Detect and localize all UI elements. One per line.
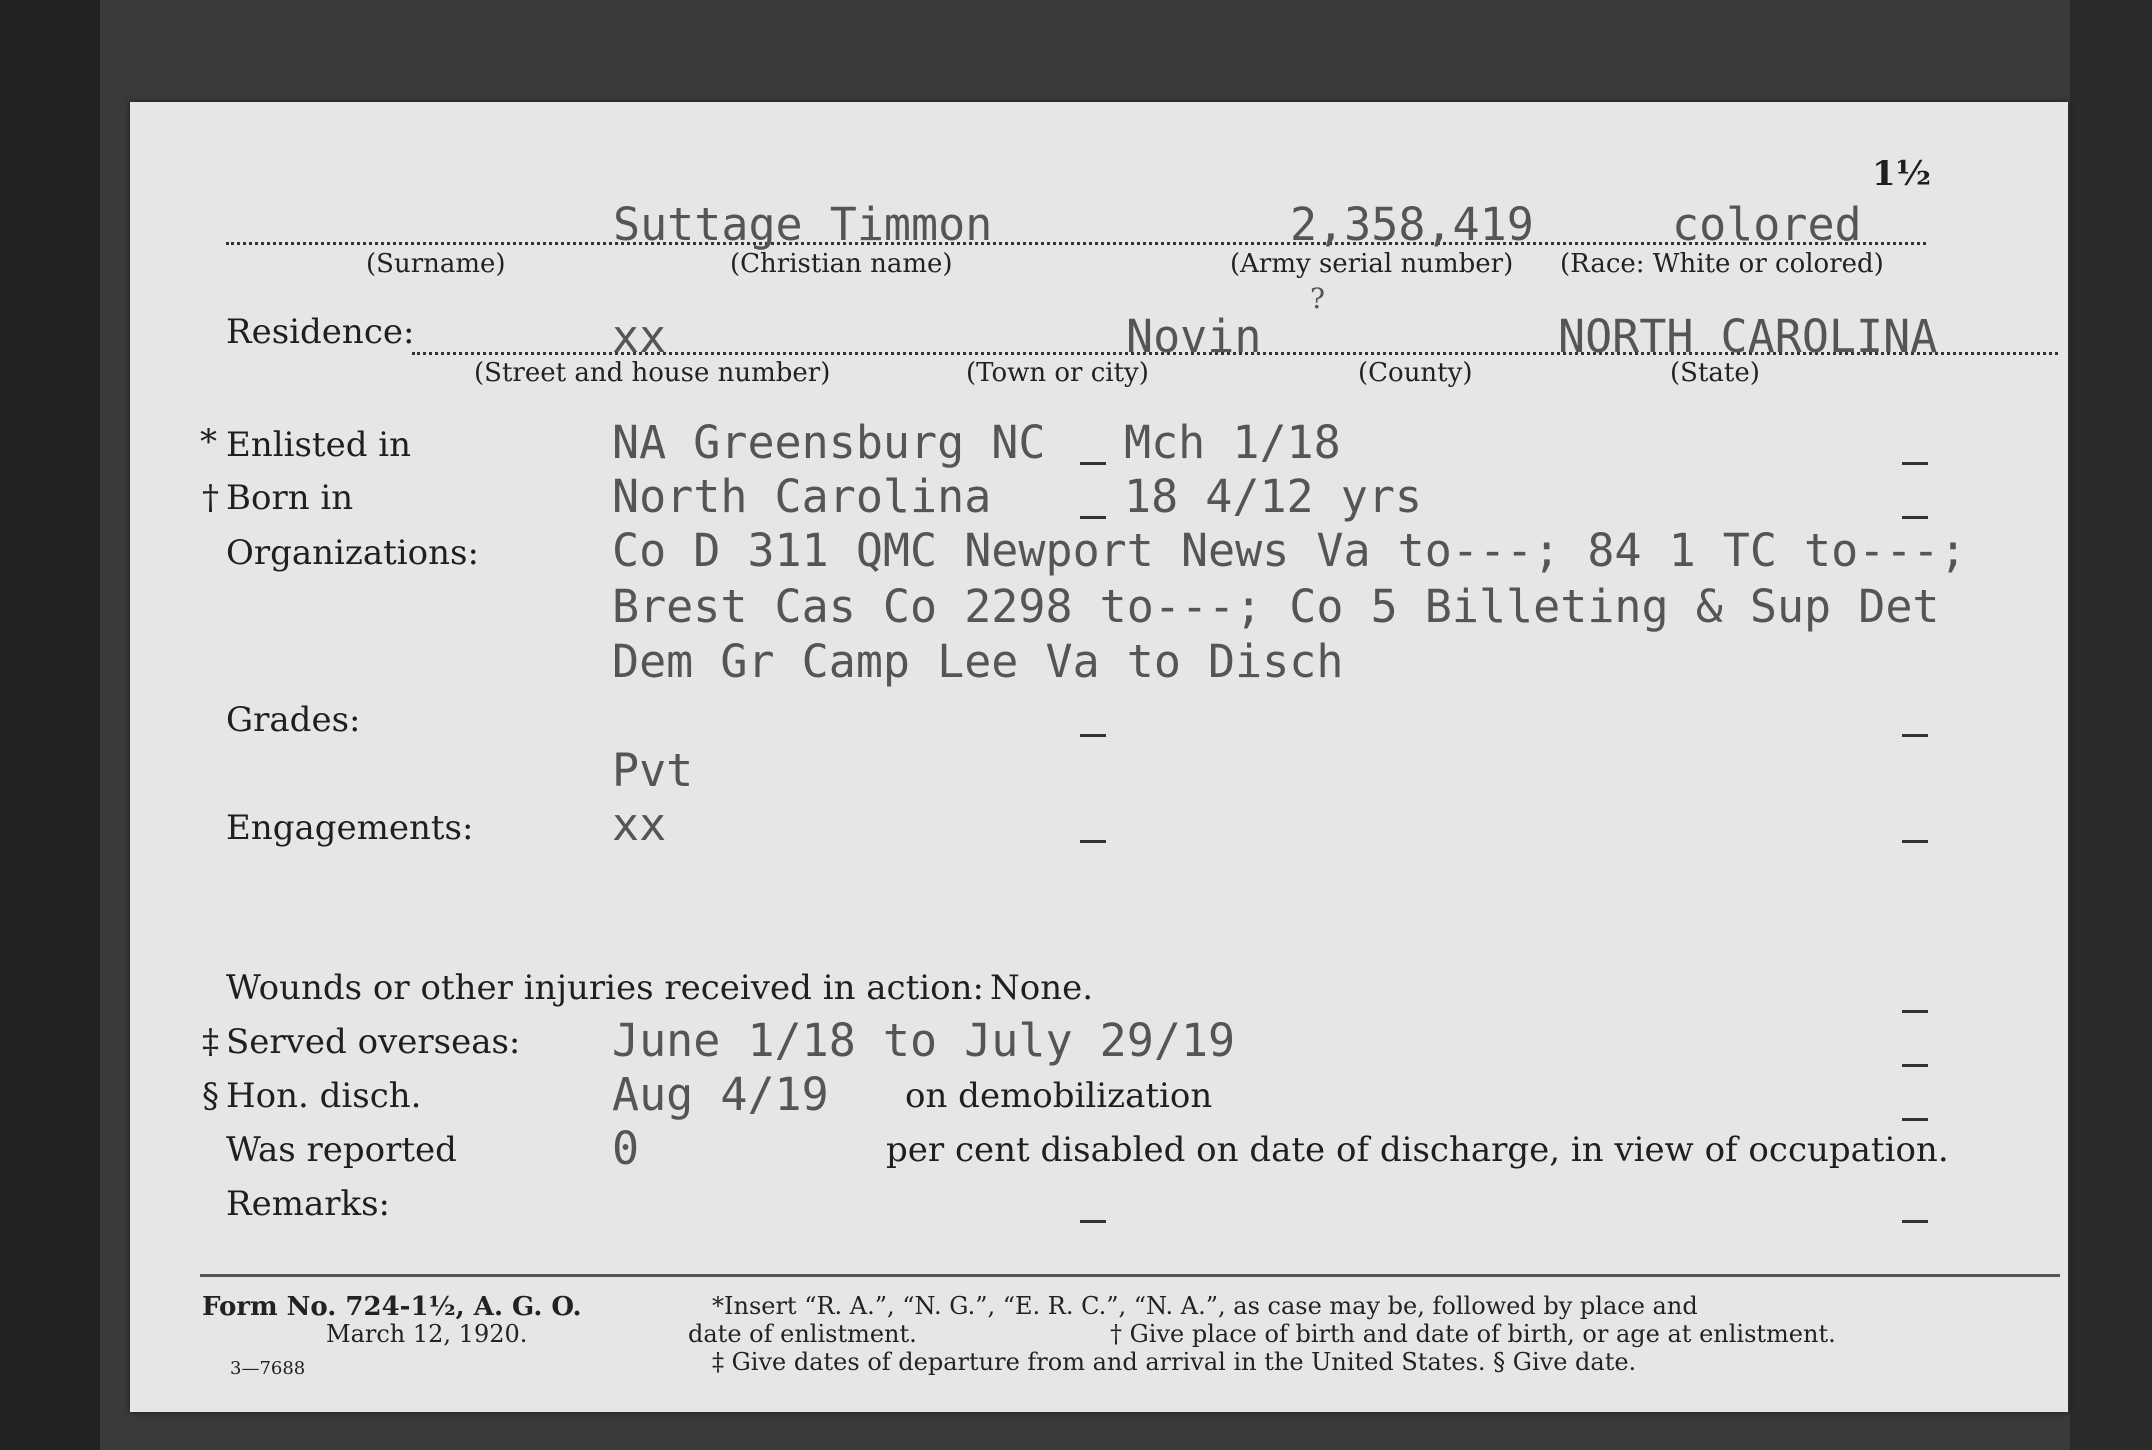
organization-line-3: Dem Gr Camp Lee Va to Disch: [612, 635, 1344, 688]
engagements-value: xx: [612, 798, 667, 851]
residence-label: Residence:: [226, 312, 415, 352]
wounds-value: None.: [990, 968, 1094, 1008]
county-question-mark: ?: [1310, 282, 1326, 315]
corner-mark: 1½: [1872, 154, 1932, 194]
christian-caption: (Christian name): [730, 249, 953, 279]
footnote-1b: date of enlistment.: [688, 1320, 917, 1348]
enlisted-date: Mch 1/18: [1124, 416, 1341, 469]
born-value: North Carolina: [612, 470, 992, 523]
organizations-label: Organizations:: [226, 533, 479, 573]
race-caption: (Race: White or colored): [1560, 249, 1884, 279]
footnote-1a: *Insert “R. A.”, “N. G.”, “E. R. C.”, “N. A.”, as case may be, followed by place and: [712, 1292, 1698, 1320]
born-end-dash: [1902, 516, 1928, 519]
surname-value: Suttage Timmon: [613, 198, 993, 251]
born-mark: †: [202, 478, 219, 518]
serial-value: 2,358,419: [1290, 198, 1534, 251]
residence-town-value: Novin: [1126, 310, 1262, 363]
discharge-reason: on demobilization: [905, 1076, 1213, 1116]
engagements-dash: [1080, 840, 1106, 843]
engagements-label: Engagements:: [226, 808, 474, 848]
footer-rule: [200, 1274, 2060, 1277]
overseas-mark: ‡: [202, 1022, 219, 1062]
wounds-end-dash: [1902, 1010, 1928, 1013]
print-code: 3—7688: [230, 1358, 306, 1379]
residence-state-value: NORTH CAROLINA: [1558, 310, 1938, 363]
overseas-value: June 1/18 to July 29/19: [612, 1014, 1236, 1067]
town-caption: (Town or city): [966, 358, 1149, 388]
disability-text: per cent disabled on date of discharge, in view of occupation.: [886, 1130, 1949, 1170]
discharge-date: Aug 4/19: [612, 1068, 829, 1121]
service-record-card: [130, 102, 2068, 1412]
enlisted-end-dash: [1902, 462, 1928, 465]
residence-street-value: xx: [612, 310, 667, 363]
organization-line-2: Brest Cas Co 2298 to---; Co 5 Billeting & Sup Det: [612, 580, 1940, 633]
disability-percent: 0: [612, 1122, 640, 1175]
surname-caption: (Surname): [366, 249, 506, 279]
wounds-label: Wounds or other injuries received in action:: [226, 968, 984, 1008]
county-caption: (County): [1358, 358, 1473, 388]
overseas-label: Served overseas:: [226, 1022, 521, 1062]
remarks-end-dash: [1902, 1220, 1928, 1223]
grades-label: Grades:: [226, 700, 361, 740]
street-caption: (Street and house number): [474, 358, 831, 388]
grades-end-dash: [1902, 734, 1928, 737]
discharge-label: Hon. disch.: [226, 1076, 422, 1116]
remarks-dash: [1080, 1220, 1106, 1223]
enlisted-label: Enlisted in: [226, 425, 412, 465]
organization-line-1: Co D 311 QMC Newport News Va to---; 84 1 TC to---;: [612, 524, 1967, 577]
overseas-end-dash: [1902, 1064, 1928, 1067]
remarks-label: Remarks:: [226, 1184, 390, 1224]
serial-caption: (Army serial number): [1230, 249, 1514, 279]
discharge-end-dash: [1902, 1118, 1928, 1121]
reported-label: Was reported: [226, 1130, 457, 1170]
discharge-mark: §: [202, 1076, 219, 1116]
grade-value: Pvt: [612, 744, 694, 797]
form-number: Form No. 724-1½, A. G. O.: [202, 1292, 582, 1322]
enlisted-dash: [1080, 462, 1106, 465]
scan-right-margin: [2070, 0, 2152, 1450]
born-dash: [1080, 516, 1106, 519]
enlisted-mark: *: [200, 422, 217, 462]
state-caption: (State): [1670, 358, 1760, 388]
header-dotted-line: [226, 242, 1926, 245]
born-age: 18 4/12 yrs: [1124, 470, 1423, 523]
engagements-end-dash: [1902, 840, 1928, 843]
enlisted-value: NA Greensburg NC: [612, 416, 1046, 469]
footnote-2: † Give place of birth and date of birth, or age at enlistment.: [1110, 1320, 1836, 1348]
form-date: March 12, 1920.: [326, 1320, 528, 1348]
race-value: colored: [1672, 198, 1862, 251]
grades-dash: [1080, 734, 1106, 737]
born-label: Born in: [226, 478, 354, 518]
footnote-3: ‡ Give dates of departure from and arrival in the United States. § Give date.: [712, 1348, 1637, 1376]
scan-left-margin: [0, 0, 100, 1450]
